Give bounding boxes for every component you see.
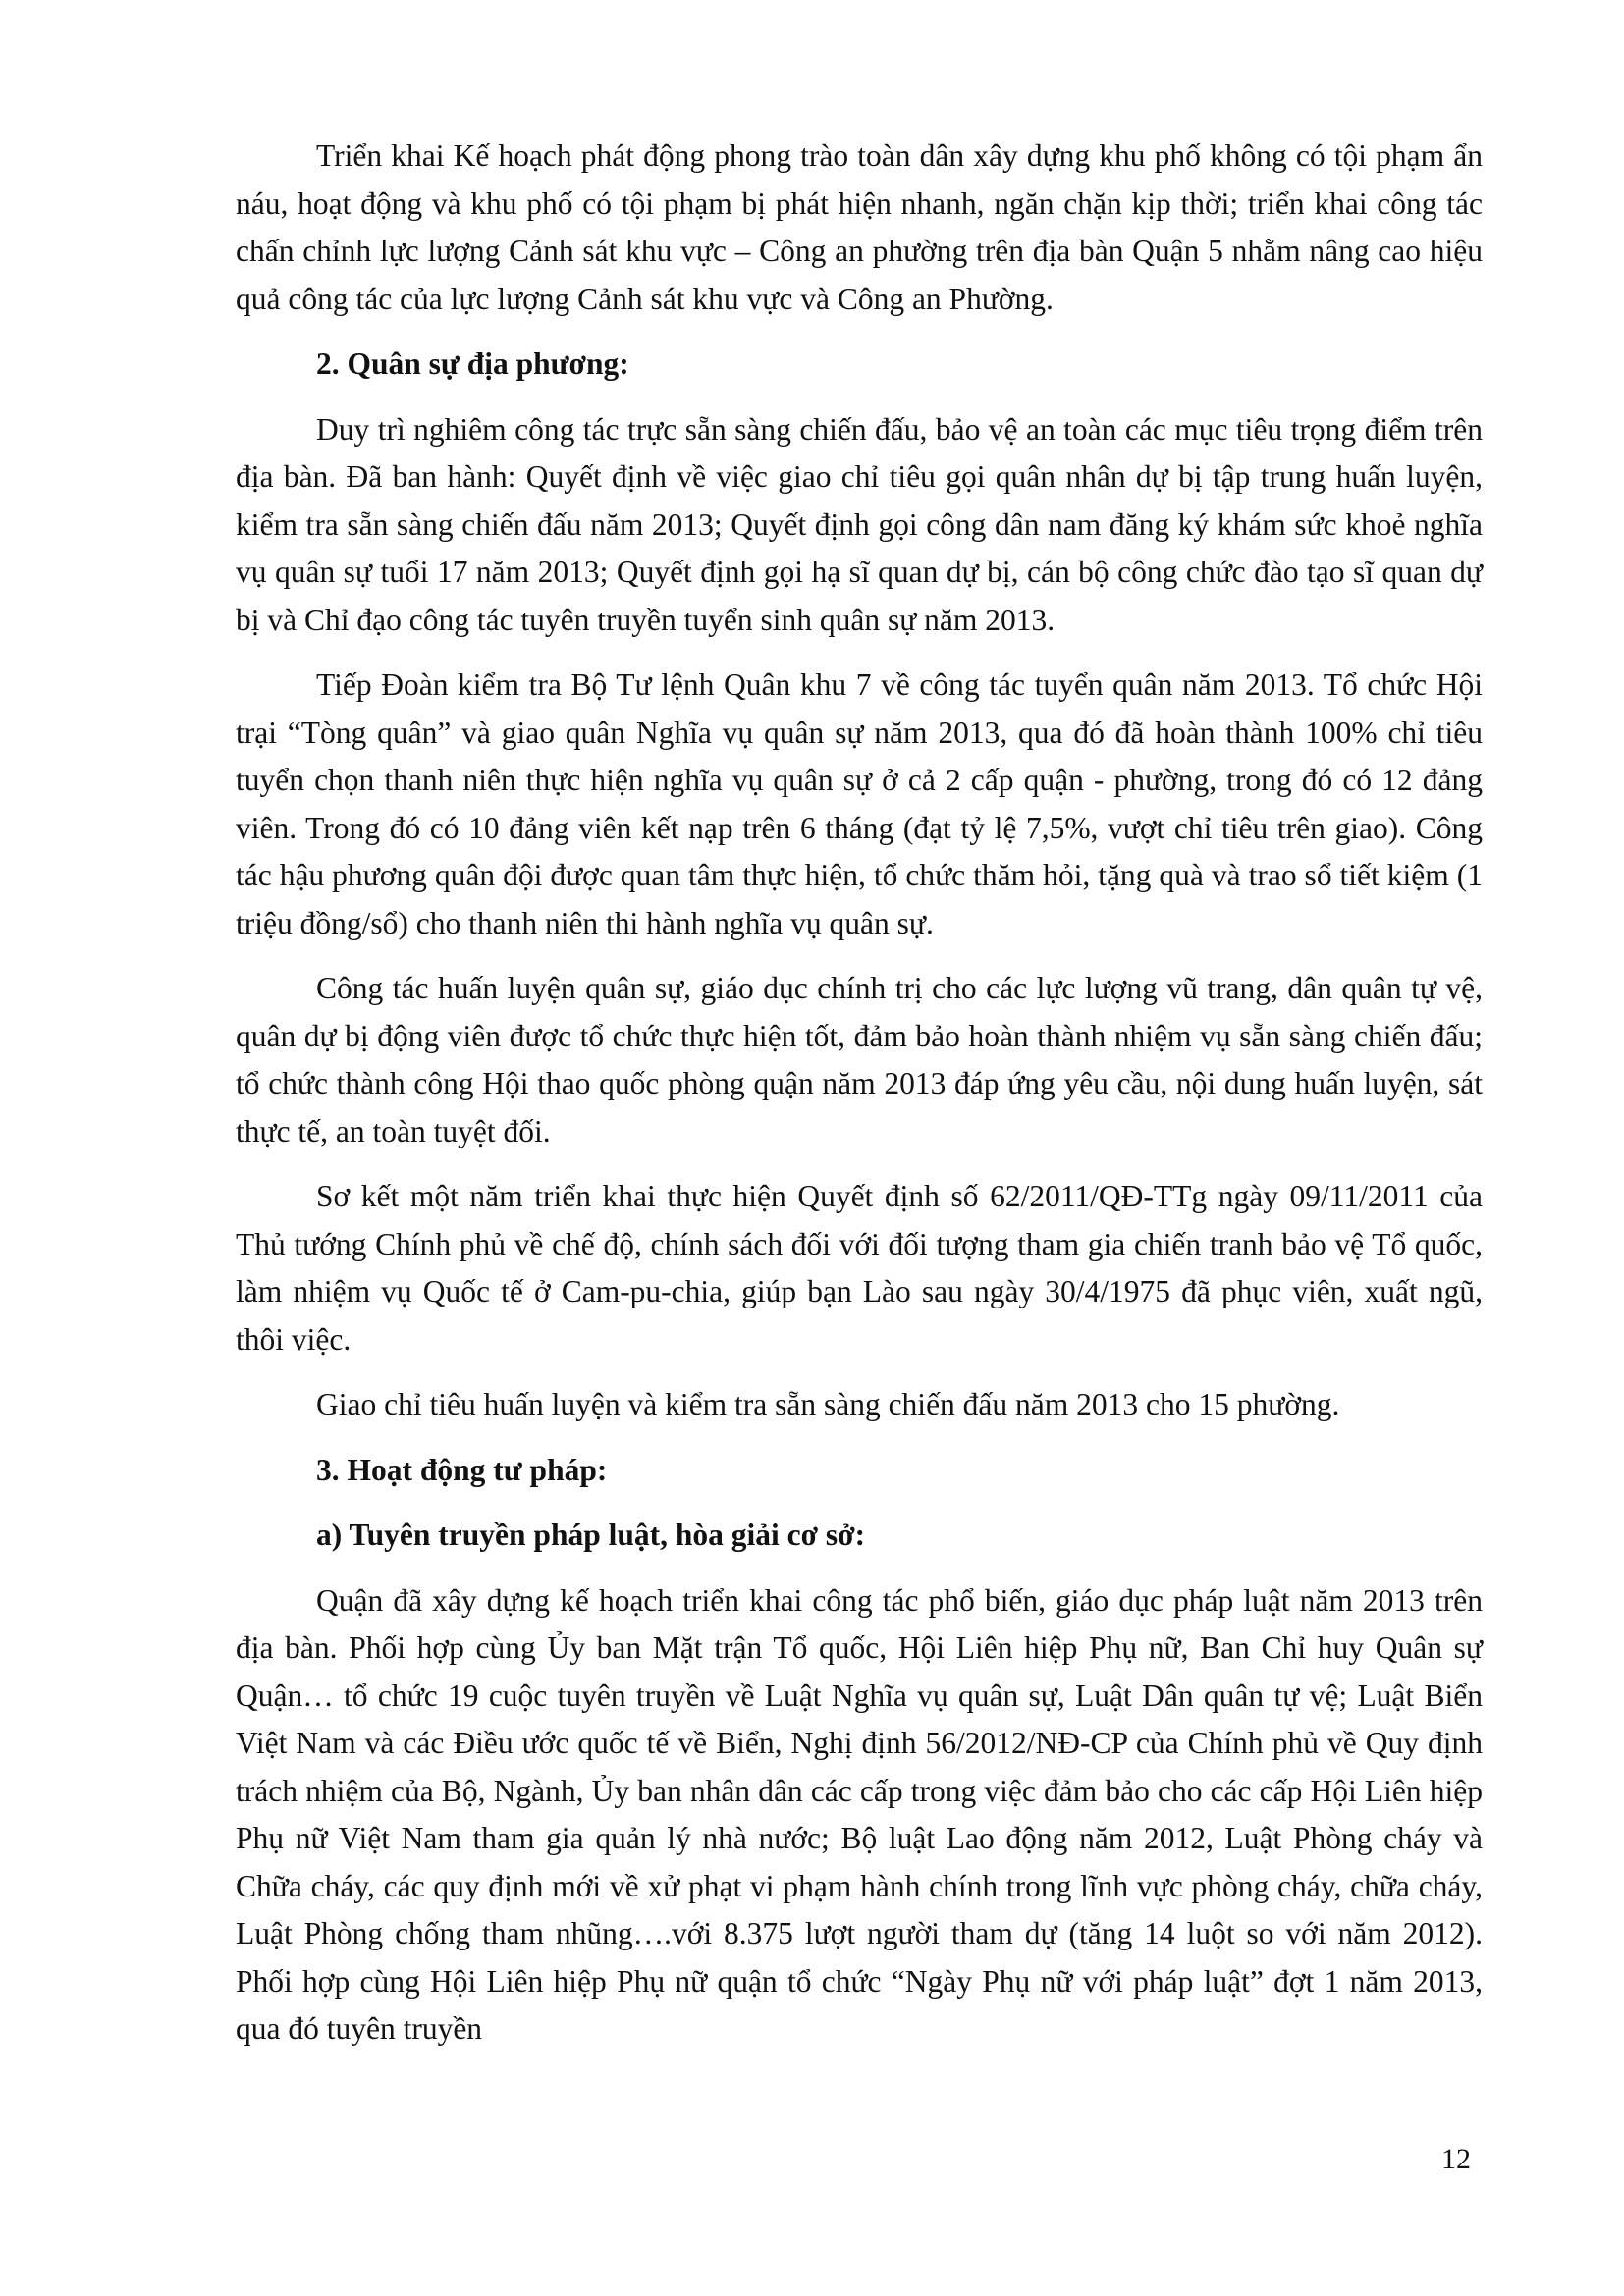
page-number: 12 xyxy=(1441,2143,1471,2175)
paragraph-legal-dissemination: Quận đã xây dựng kế hoạch triển khai công tác phổ biến, giáo dục pháp luật năm 2013 trên địa bàn. Phối hợp cùng Ủy ban Mặt trận Tổ quốc, Hội Liên hiệp Phụ nữ, Ban Chỉ huy Quân sự Quận… tổ chức 19 cuộc tuyên truyền về Luật Nghĩa vụ quân sự, Luật Dân quân tự vệ; Luật Biển Việt Nam và các Điều ước quốc tế về Biển, Nghị định 56/2012/NĐ-CP của Chính phủ về Quy định trách nhiệm của Bộ, Ngành, Ủy ban nhân dân các cấp trong việc đảm bảo cho các cấp Hội Liên hiệp Phụ nữ Việt Nam tham gia quản lý nhà nước; Bộ luật Lao động năm 2012, Luật Phòng cháy và Chữa cháy, các quy định mới về xử phạt vi phạm hành chính trong lĩnh vực phòng cháy, chữa cháy, Luật Phòng chống tham nhũng….với 8.375 lượt người tham dự (tăng 14 luột so với năm 2012). Phối hợp cùng Hội Liên hiệp Phụ nữ quận tổ chức “Ngày Phụ nữ với pháp luật” đợt 1 năm 2013, qua đó tuyên truyền xyxy=(236,1582,1483,2046)
paragraph-military-training: Công tác huấn luyện quân sự, giáo dục chính trị cho các lực lượng vũ trang, dân quân tự vệ, quân dự bị động viên được tổ chức thực hiện tốt, đảm bảo hoàn thành nhiệm vụ sẵn sàng chiến đấu; tổ chức thành công Hội thao quốc phòng quận năm 2013 đáp ứng yêu cầu, nội dung huấn luyện, sát thực tế, an toàn tuyệt đối. xyxy=(236,971,1483,1148)
section-heading-local-military: 2. Quân sự địa phương: xyxy=(316,347,629,381)
paragraph-crime-prevention: Triển khai Kế hoạch phát động phong trào toàn dân xây dựng khu phố không có tội phạm ẩn náu, hoạt động và khu phố có tội phạm bị phát hiện nhanh, ngăn chặn kịp thời; triển khai công tác chấn chỉnh lực lượng Cảnh sát khu vực – Công an phường trên địa bàn Quận 5 nhằm nâng cao hiệu quả công tác của lực lượng Cảnh sát khu vực và Công an Phường. xyxy=(236,138,1483,316)
subsection-heading-legal-propaganda: a) Tuyên truyền pháp luật, hòa giải cơ sở: xyxy=(316,1518,866,1552)
document-page xyxy=(236,133,1483,2071)
section-heading-judicial-activities: 3. Hoạt động tư pháp: xyxy=(316,1452,608,1487)
paragraph-training-targets: Giao chỉ tiêu huấn luyện và kiểm tra sẵn sàng chiến đấu năm 2013 cho 15 phường. xyxy=(316,1387,1340,1421)
paragraph-military-recruitment: Tiếp Đoàn kiểm tra Bộ Tư lệnh Quân khu 7 về công tác tuyển quân năm 2013. Tổ chức Hội trại “Tòng quân” và giao quân Nghĩa vụ quân sự năm 2013, qua đó đã hoàn thành 100% chỉ tiêu tuyển chọn thanh niên thực hiện nghĩa vụ quân sự ở cả 2 cấp quận - phường, trong đó có 12 đảng viên. Trong đó có 10 đảng viên kết nạp trên 6 tháng (đạt tỷ lệ 7,5%, vượt chỉ tiêu trên giao). Công tác hậu phương quân đội được quan tâm thực hiện, tổ chức thăm hỏi, tặng quà và trao sổ tiết kiệm (1 triệu đồng/sổ) cho thanh niên thi hành nghĩa vụ quân sự. xyxy=(236,667,1483,940)
paragraph-decision-review: Sơ kết một năm triển khai thực hiện Quyết định số 62/2011/QĐ-TTg ngày 09/11/2011 của Thủ tướng Chính phủ về chế độ, chính sách đối với đối tượng tham gia chiến tranh bảo vệ Tổ quốc, làm nhiệm vụ Quốc tế ở Cam-pu-chia, giúp bạn Lào sau ngày 30/4/1975 đã phục viên, xuất ngũ, thôi việc. xyxy=(236,1179,1483,1357)
paragraph-combat-readiness: Duy trì nghiêm công tác trực sẵn sàng chiến đấu, bảo vệ an toàn các mục tiêu trọng điểm trên địa bàn. Đã ban hành: Quyết định về việc giao chỉ tiêu gọi quân nhân dự bị tập trung huấn luyện, kiểm tra sẵn sàng chiến đấu năm 2013; Quyết định gọi công dân nam đăng ký khám sức khoẻ nghĩa vụ quân sự tuổi 17 năm 2013; Quyết định gọi hạ sĩ quan dự bị, cán bộ công chức đào tạo sĩ quan dự bị và Chỉ đạo công tác tuyên truyền tuyển sinh quân sự năm 2013. xyxy=(236,411,1483,637)
